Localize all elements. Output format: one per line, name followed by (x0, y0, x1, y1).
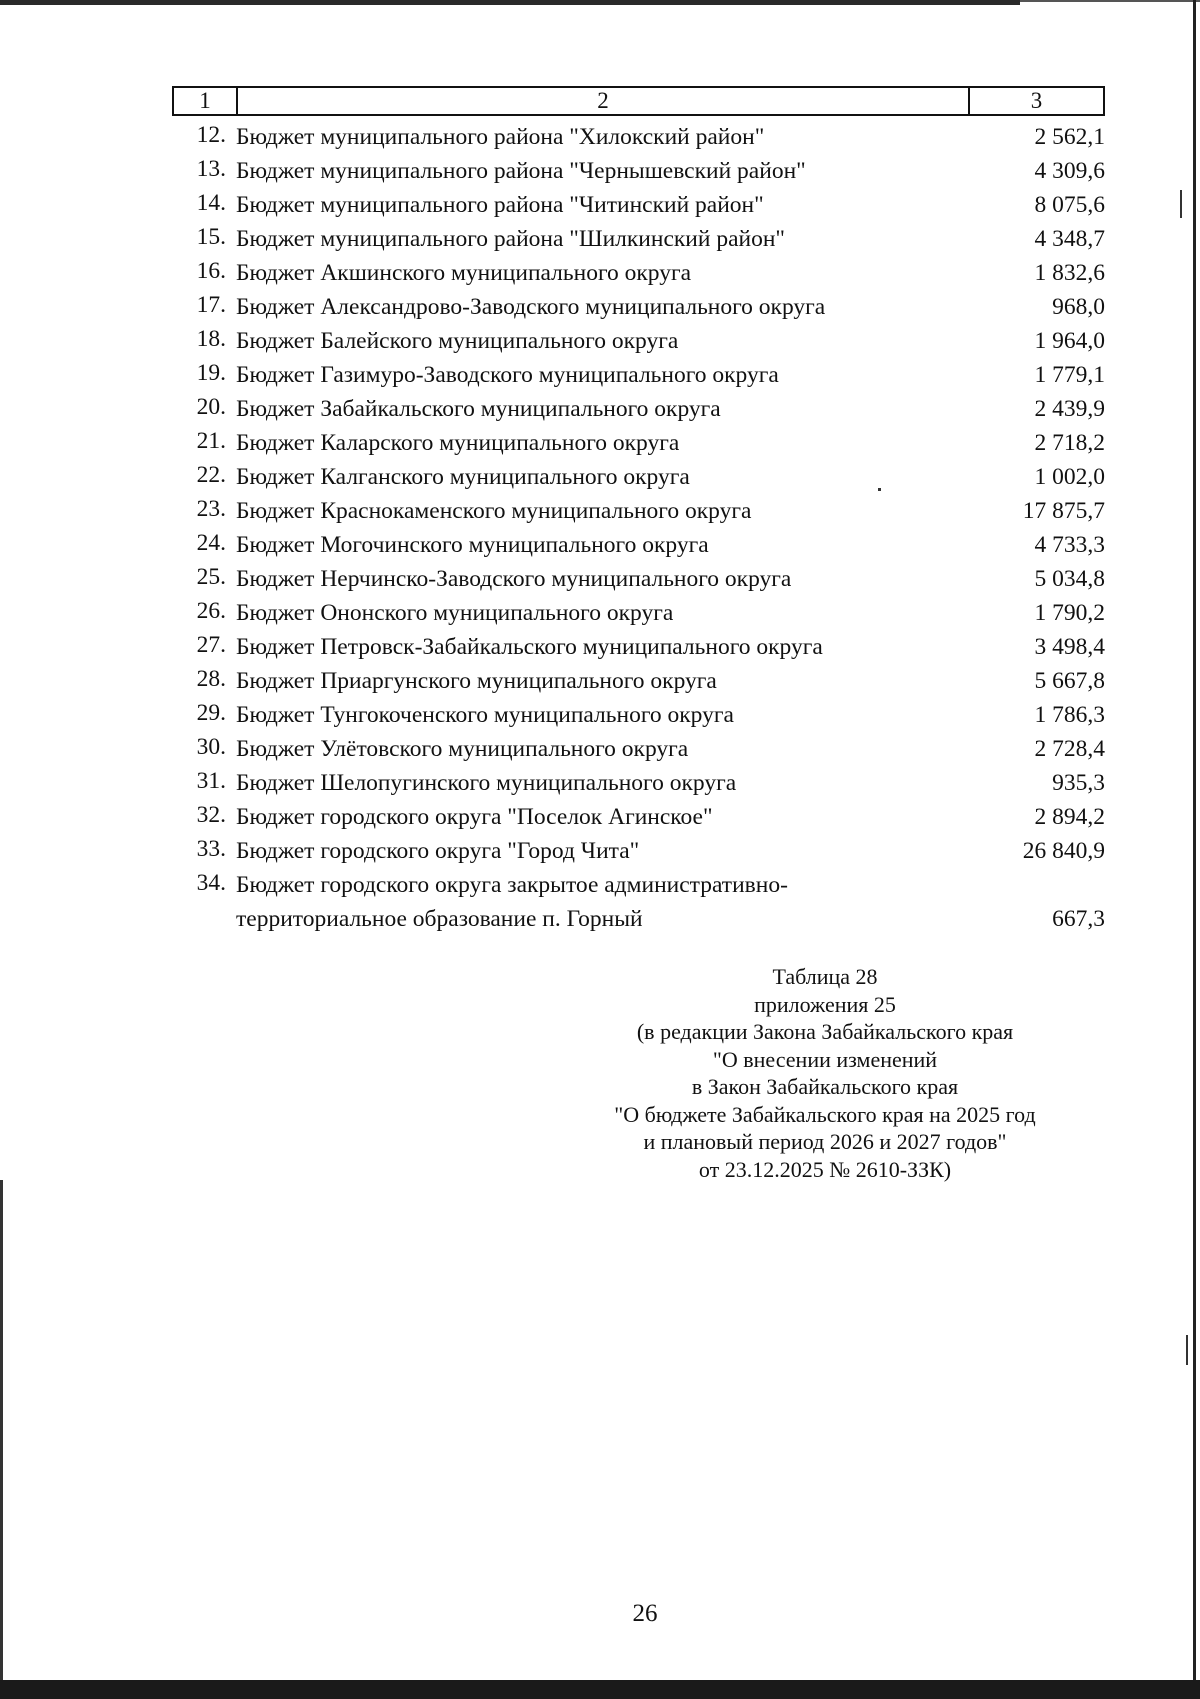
budget-table (172, 86, 1105, 936)
table-row (172, 596, 1105, 630)
row-value: 26 840,9 (1022, 838, 1105, 864)
caption-line: в Закон Забайкальского края (691, 1074, 959, 1099)
row-value: 935,3 (1052, 770, 1105, 796)
table-row (172, 766, 1105, 800)
row-value: 8 075,6 (1034, 192, 1105, 218)
row-name: Бюджет городского округа закрытое административно- территориальное образование п. Горный (236, 872, 788, 932)
row-number: 20. (196, 394, 226, 420)
table-row (172, 800, 1105, 834)
row-value: 2 718,2 (1034, 430, 1105, 456)
row-name: Бюджет муниципального района "Хилокский район" (236, 124, 765, 150)
caption-line: приложения 25 (754, 991, 896, 1017)
table-row (172, 868, 1105, 936)
row-number: 22. (196, 462, 226, 488)
scan-border-right (1193, 0, 1196, 1699)
row-number: 15. (196, 224, 226, 250)
scan-border-left (0, 1180, 3, 1699)
table-row (172, 562, 1105, 596)
table-row (172, 494, 1105, 528)
row-name: Бюджет Каларского муниципального округа (236, 430, 680, 456)
caption-line: Таблица 28 (772, 964, 878, 989)
table-body (172, 120, 1105, 936)
table-row (172, 698, 1105, 732)
row-name: Бюджет Александрово-Заводского муниципального округа (236, 294, 826, 320)
table-row (172, 290, 1105, 324)
table-header (172, 86, 1105, 116)
row-value: 4 309,6 (1034, 158, 1105, 184)
row-name: Бюджет Акшинского муниципального округа (236, 260, 692, 286)
table-row (172, 120, 1105, 154)
row-value: 1 779,1 (1034, 362, 1105, 388)
row-number: 16. (196, 258, 226, 284)
row-value: 5 667,8 (1034, 668, 1105, 694)
scan-speck (1186, 1335, 1188, 1365)
row-number: 23. (196, 496, 226, 522)
table-row (172, 460, 1105, 494)
row-name: Бюджет муниципального района "Читинский район" (236, 192, 764, 218)
table-row (172, 630, 1105, 664)
row-value: 2 562,1 (1034, 124, 1105, 150)
scan-border-top-thin (1020, 0, 1200, 2)
row-value: 3 498,4 (1034, 634, 1105, 660)
row-value: 4 733,3 (1034, 532, 1105, 558)
row-number: 27. (196, 632, 226, 658)
row-number: 19. (196, 360, 226, 386)
row-name: Бюджет Калганского муниципального округа (236, 464, 690, 490)
row-value: 1 790,2 (1034, 600, 1105, 626)
row-number: 17. (196, 292, 226, 318)
row-value: 1 832,6 (1034, 260, 1105, 286)
caption-line: (в редакции Закона Забайкальского края (636, 1019, 1014, 1044)
table-row (172, 732, 1105, 766)
row-value: 2 439,9 (1034, 396, 1105, 422)
table-row (172, 222, 1105, 256)
row-name: Бюджет муниципального района "Чернышевский район" (236, 158, 806, 184)
caption-line: и плановый период 2026 и 2027 годов" (643, 1129, 1007, 1154)
row-name: Бюджет Могочинского муниципального округа (236, 532, 709, 558)
row-name: Бюджет Краснокаменского муниципального округа (236, 498, 752, 524)
page-number: 26 (632, 1600, 658, 1627)
row-value: 4 348,7 (1034, 226, 1105, 252)
header-col-2: 2 (238, 88, 970, 114)
row-name: Бюджет Тунгокоченского муниципального округа (236, 702, 734, 728)
table-row (172, 834, 1105, 868)
row-number: 24. (196, 530, 226, 556)
row-name: Бюджет городского округа "Поселок Агинское" (236, 804, 713, 830)
row-name: Бюджет Приаргунского муниципального округа (236, 668, 717, 694)
row-number: 28. (196, 666, 226, 692)
row-value: 17 875,7 (1022, 498, 1105, 524)
table-row (172, 188, 1105, 222)
table-row (172, 324, 1105, 358)
row-value: 1 002,0 (1034, 464, 1105, 490)
row-value: 1 786,3 (1034, 702, 1105, 728)
caption-line: "О бюджете Забайкальского края на 2025 год (614, 1101, 1036, 1127)
row-number: 13. (196, 156, 226, 182)
row-number: 18. (196, 326, 226, 352)
row-value: 5 034,8 (1034, 566, 1105, 592)
row-number: 30. (196, 734, 226, 760)
scan-speck (1180, 190, 1182, 218)
header-col-3: 3 (1030, 88, 1043, 113)
row-name: Бюджет городского округа "Город Чита" (236, 838, 640, 864)
row-value: 2 728,4 (1034, 736, 1105, 762)
scan-border-top (0, 0, 1020, 5)
row-number: 34. (196, 870, 226, 896)
table-row (172, 664, 1105, 698)
row-name: Бюджет Петровск-Забайкальского муниципального округа (236, 634, 823, 660)
table-row (172, 426, 1105, 460)
row-value: 1 964,0 (1034, 328, 1105, 354)
row-number: 25. (196, 564, 226, 590)
caption-line: "О внесении изменений (712, 1046, 938, 1072)
table-row (172, 392, 1105, 426)
row-number: 29. (196, 700, 226, 726)
row-number: 31. (196, 768, 226, 794)
row-number: 12. (196, 122, 226, 148)
table-row (172, 256, 1105, 290)
row-name: Бюджет Газимуро-Заводского муниципального округа (236, 362, 779, 388)
row-number: 33. (196, 836, 226, 862)
row-number: 26. (196, 598, 226, 624)
row-value: 667,3 (1052, 906, 1105, 932)
row-name: Бюджет Ононского муниципального округа (236, 600, 674, 626)
header-col-1: 1 (174, 88, 238, 114)
table-row (172, 528, 1105, 562)
row-name: Бюджет муниципального района "Шилкинский район" (236, 226, 786, 252)
table-row (172, 358, 1105, 392)
row-name: Бюджет Нерчинско-Заводского муниципального округа (236, 566, 792, 592)
table-row (172, 154, 1105, 188)
table-caption (580, 963, 1070, 1183)
row-number: 21. (196, 428, 226, 454)
caption-line: от 23.12.2025 № 2610-ЗЗК) (698, 1156, 952, 1182)
row-name: Бюджет Улётовского муниципального округа (236, 736, 689, 762)
row-number: 32. (196, 802, 226, 828)
row-value: 968,0 (1052, 294, 1105, 320)
scan-border-bottom (0, 1680, 1200, 1699)
row-name: Бюджет Балейского муниципального округа (236, 328, 679, 354)
row-value: 2 894,2 (1034, 804, 1105, 830)
row-name: Бюджет Шелопугинского муниципального округа (236, 770, 737, 796)
row-name: Бюджет Забайкальского муниципального округа (236, 396, 721, 422)
row-number: 14. (196, 190, 226, 216)
